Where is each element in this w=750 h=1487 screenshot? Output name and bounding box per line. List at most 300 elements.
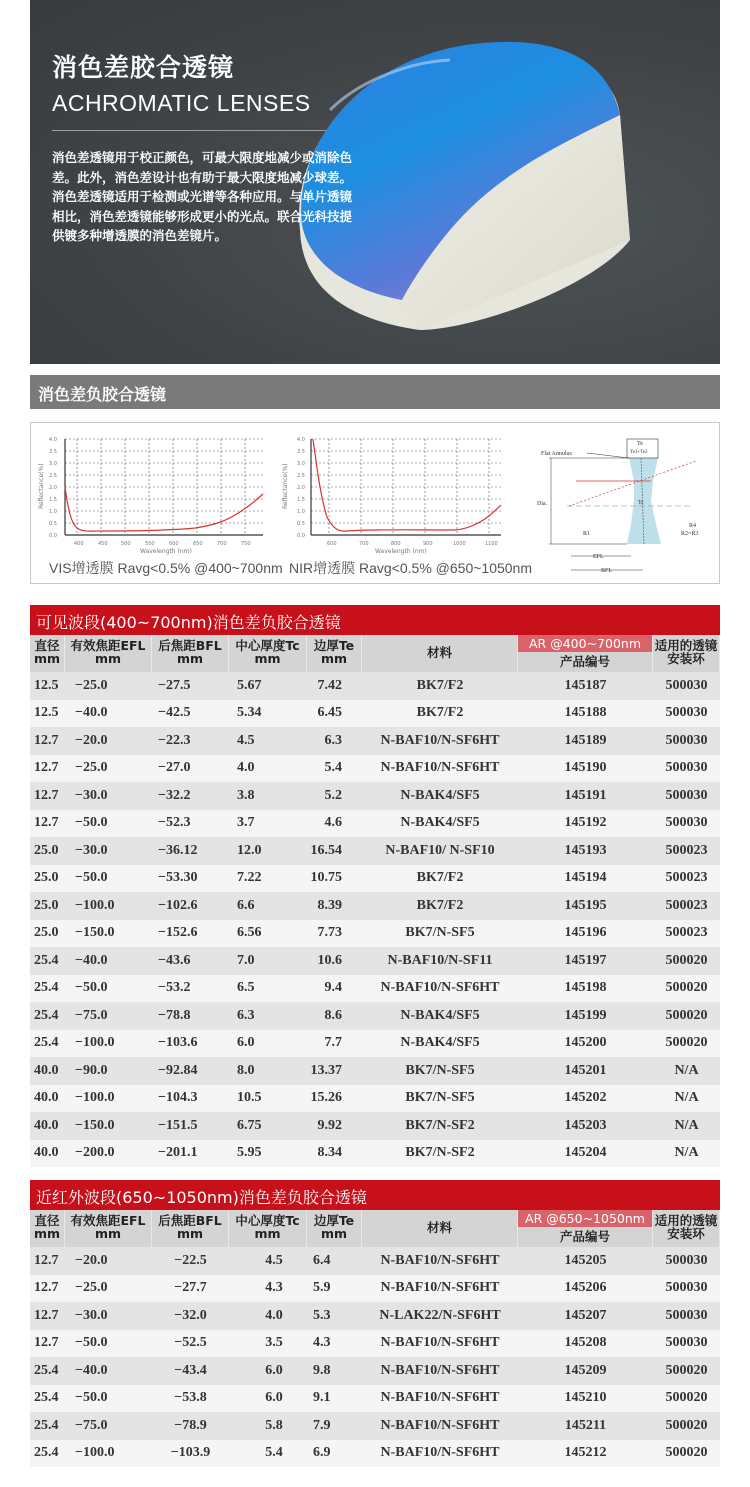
svg-text:Te1+Te2: Te1+Te2 xyxy=(630,450,648,455)
cell-tc: 4.0 xyxy=(265,1307,283,1323)
cell-part-number: 145189 xyxy=(564,732,607,748)
cell-dia: 25.0 xyxy=(34,842,59,858)
cell-efl: −30.0 xyxy=(75,1307,108,1323)
nir-reflectance-chart xyxy=(275,429,513,559)
cell-part-number: 145201 xyxy=(564,1062,607,1078)
cell-tc: 4.5 xyxy=(265,1252,283,1268)
col-bfl: 后焦距BFL mm xyxy=(152,1210,229,1247)
cell-dia: 25.4 xyxy=(34,1007,59,1023)
cell-mount: 500030 xyxy=(665,1307,708,1323)
svg-text:500: 500 xyxy=(121,541,131,547)
cell-part-number: 145187 xyxy=(564,677,607,693)
cell-material: BK7/F2 xyxy=(416,705,464,721)
cell-material: N-BAK4/SF5 xyxy=(400,815,480,831)
cell-bfl: −102.6 xyxy=(158,897,198,913)
cell-material: N-BAF10/N-SF6HT xyxy=(380,1362,500,1378)
lens-geometry-diagram xyxy=(531,431,721,581)
hero-subtitle: ACHROMATIC LENSES xyxy=(52,90,311,116)
cell-mount: N/A xyxy=(674,1145,699,1161)
cell-material: BK7/N-SF5 xyxy=(405,925,475,941)
svg-text:BFL: BFL xyxy=(601,568,613,574)
hero-title: 消色差胶合透镜 xyxy=(52,53,235,82)
cell-dia: 25.4 xyxy=(34,1362,59,1378)
cell-bfl: −27.7 xyxy=(174,1280,207,1296)
cell-mount: 500030 xyxy=(665,705,708,721)
cell-dia: 12.7 xyxy=(34,815,59,831)
cell-bfl: −103.9 xyxy=(170,1445,211,1461)
cell-material: N-BAK4/SF5 xyxy=(400,787,480,803)
svg-text:R1: R1 xyxy=(583,531,591,537)
cell-efl: −100.0 xyxy=(75,897,115,913)
cell-material: N-BAF10/N-SF6HT xyxy=(380,1417,500,1433)
cell-efl: −50.0 xyxy=(75,870,108,886)
cell-dia: 25.4 xyxy=(34,1417,59,1433)
svg-text:2.0: 2.0 xyxy=(297,485,305,491)
y-axis-label: Reflectance(%) xyxy=(38,463,45,509)
table-row xyxy=(30,1247,720,1275)
col-tc: 中心厚度Tc mm xyxy=(229,635,307,672)
cell-material: N-BAF10/ N-SF10 xyxy=(385,842,495,858)
col-dia: 直径 mm xyxy=(30,635,65,672)
cell-te: 9.1 xyxy=(313,1390,331,1406)
cell-material: N-LAK22/N-SF6HT xyxy=(379,1307,501,1323)
cell-te: 8.34 xyxy=(317,1145,342,1161)
table-title: 近红外波段(650~1050nm)消色差负胶合透镜 xyxy=(30,1180,720,1210)
cell-efl: −25.0 xyxy=(75,760,108,776)
svg-text:EFL: EFL xyxy=(593,554,604,560)
cell-te: 6.3 xyxy=(324,732,342,748)
cell-dia: 25.4 xyxy=(34,952,59,968)
cell-efl: −50.0 xyxy=(75,1335,108,1351)
cell-te: 9.92 xyxy=(317,1117,342,1133)
col-te: 边厚Te mm xyxy=(307,635,362,672)
table-row xyxy=(30,892,720,920)
cell-tc: 3.7 xyxy=(237,815,255,831)
cell-part-number: 145197 xyxy=(564,952,607,968)
table-row xyxy=(30,865,720,893)
cell-bfl: −78.9 xyxy=(174,1417,207,1433)
svg-text:R4: R4 xyxy=(689,523,697,529)
cell-efl: −150.0 xyxy=(75,925,115,941)
cell-bfl: −53.8 xyxy=(174,1390,207,1406)
svg-text:450: 450 xyxy=(98,541,108,547)
cell-te: 10.6 xyxy=(317,952,342,968)
cell-mount: 500023 xyxy=(665,870,708,886)
cell-efl: −75.0 xyxy=(75,1007,108,1023)
cell-tc: 6.0 xyxy=(265,1362,283,1378)
table-row xyxy=(30,920,720,948)
cell-part-number: 145210 xyxy=(564,1390,607,1406)
svg-text:1100: 1100 xyxy=(485,541,498,547)
table-row xyxy=(30,1275,720,1303)
cell-bfl: −151.5 xyxy=(158,1117,198,1133)
svg-text:1.0: 1.0 xyxy=(49,509,57,515)
cell-material: N-BAF10/N-SF6HT xyxy=(380,980,500,996)
cell-efl: −20.0 xyxy=(75,732,108,748)
svg-text:750: 750 xyxy=(241,541,251,547)
svg-text:4.0: 4.0 xyxy=(49,437,57,443)
cell-bfl: −36.12 xyxy=(158,842,198,858)
cell-efl: −100.0 xyxy=(75,1090,115,1106)
cell-material: BK7/F2 xyxy=(416,677,464,693)
cell-mount: 500020 xyxy=(665,980,708,996)
cell-tc: 6.0 xyxy=(265,1390,283,1406)
svg-text:3.5: 3.5 xyxy=(297,449,305,455)
svg-text:400: 400 xyxy=(74,541,84,547)
col-te: 边厚Te mm xyxy=(307,1210,362,1247)
col-mount: 适用的透镜 安装环 xyxy=(653,1210,720,1247)
col-material: 材料 xyxy=(362,635,518,672)
col-efl: 有效焦距EFL mm xyxy=(65,1210,152,1247)
cell-dia: 12.5 xyxy=(34,677,59,693)
cell-material: N-BAK4/SF5 xyxy=(400,1035,480,1051)
cell-material: BK7/N-SF2 xyxy=(405,1117,475,1133)
cell-material: N-BAF10/N-SF6HT xyxy=(380,732,500,748)
cell-part-number: 145190 xyxy=(564,760,607,776)
cell-material: N-BAF10/N-SF6HT xyxy=(380,1280,500,1296)
nir-lens-table xyxy=(30,1180,720,1467)
table-row xyxy=(30,810,720,838)
cell-te: 5.9 xyxy=(313,1280,331,1296)
cell-material: BK7/F2 xyxy=(416,897,464,913)
cell-efl: −40.0 xyxy=(75,952,108,968)
cell-te: 10.75 xyxy=(310,870,342,886)
cell-mount: N/A xyxy=(674,1117,699,1133)
table-header xyxy=(30,635,720,672)
cell-mount: 500023 xyxy=(665,925,708,941)
table-row xyxy=(30,700,720,728)
table-row xyxy=(30,837,720,865)
table-row xyxy=(30,672,720,700)
table-row xyxy=(30,1412,720,1440)
svg-text:Wavelength (nm): Wavelength (nm) xyxy=(375,548,427,555)
cell-tc: 5.4 xyxy=(265,1445,283,1461)
cell-mount: 500030 xyxy=(665,1252,708,1268)
col-mount: 适用的透镜 安装环 xyxy=(653,635,720,672)
svg-text:Tc: Tc xyxy=(638,500,644,506)
cell-efl: −150.0 xyxy=(75,1117,115,1133)
cell-efl: −50.0 xyxy=(75,1390,108,1406)
cell-mount: 500023 xyxy=(665,842,708,858)
cell-te: 6.9 xyxy=(313,1445,331,1461)
svg-text:Te: Te xyxy=(637,441,643,447)
cell-te: 6.4 xyxy=(313,1252,331,1268)
vis-chart-caption: VIS增透膜 Ravg<0.5% @400~700nm xyxy=(49,560,283,576)
cell-tc: 8.0 xyxy=(237,1062,255,1078)
cell-tc: 10.5 xyxy=(237,1090,262,1106)
cell-part-number: 145207 xyxy=(564,1307,607,1323)
svg-text:800: 800 xyxy=(391,541,401,547)
cell-mount: 500030 xyxy=(665,815,708,831)
svg-text:1.5: 1.5 xyxy=(297,497,305,503)
cell-part-number: 145188 xyxy=(564,705,607,721)
cell-te: 8.6 xyxy=(324,1007,342,1023)
cell-dia: 40.0 xyxy=(34,1117,59,1133)
cell-te: 13.37 xyxy=(310,1062,342,1078)
svg-text:0.5: 0.5 xyxy=(49,521,57,527)
table-row xyxy=(30,1440,720,1468)
cell-mount: 500020 xyxy=(665,1417,708,1433)
cell-dia: 25.4 xyxy=(34,980,59,996)
svg-text:2.0: 2.0 xyxy=(49,485,57,491)
table-row xyxy=(30,1330,720,1358)
cell-dia: 12.7 xyxy=(34,1307,59,1323)
cell-part-number: 145211 xyxy=(564,1417,607,1433)
cell-part-number: 145212 xyxy=(564,1445,607,1461)
cell-efl: −20.0 xyxy=(75,1252,108,1268)
cell-tc: 6.56 xyxy=(237,925,262,941)
cell-material: BK7/F2 xyxy=(416,870,464,886)
cell-tc: 6.6 xyxy=(237,897,255,913)
cell-material: N-BAF10/N-SF6HT xyxy=(380,1335,500,1351)
cell-bfl: −42.5 xyxy=(158,705,191,721)
cell-tc: 5.67 xyxy=(237,677,262,693)
cell-tc: 5.95 xyxy=(237,1145,262,1161)
cell-tc: 3.5 xyxy=(265,1335,283,1351)
svg-text:600: 600 xyxy=(169,541,179,547)
table-row xyxy=(30,1030,720,1058)
table-row xyxy=(30,1002,720,1030)
cell-mount: 500020 xyxy=(665,1390,708,1406)
cell-mount: 500023 xyxy=(665,897,708,913)
nir-chart-caption: NIR增透膜 Ravg<0.5% @650~1050nm xyxy=(289,560,532,576)
col-material: 材料 xyxy=(362,1210,518,1247)
svg-text:R2=R3: R2=R3 xyxy=(681,531,699,537)
svg-text:Reflectance(%): Reflectance(%) xyxy=(282,463,289,509)
table-row xyxy=(30,1357,720,1385)
table-row xyxy=(30,727,720,755)
cell-dia: 12.7 xyxy=(34,787,59,803)
cell-material: N-BAF10/N-SF6HT xyxy=(380,1390,500,1406)
cell-bfl: −78.8 xyxy=(158,1007,191,1023)
cell-te: 7.9 xyxy=(313,1417,331,1433)
cell-bfl: −22.3 xyxy=(158,732,191,748)
table-row xyxy=(30,1057,720,1085)
svg-text:2.5: 2.5 xyxy=(297,473,305,479)
cell-part-number: 145195 xyxy=(564,897,607,913)
vis-lens-table xyxy=(30,605,720,1167)
cell-tc: 4.3 xyxy=(265,1280,283,1296)
svg-text:0.0: 0.0 xyxy=(297,533,305,539)
cell-bfl: −32.2 xyxy=(158,787,191,803)
svg-text:Flat Annulus: Flat Annulus xyxy=(541,451,572,457)
cell-efl: −200.0 xyxy=(75,1145,115,1161)
cell-mount: 500030 xyxy=(665,760,708,776)
table-row xyxy=(30,755,720,783)
cell-tc: 4.0 xyxy=(237,760,255,776)
cell-tc: 6.0 xyxy=(237,1035,255,1051)
svg-text:600: 600 xyxy=(327,541,337,547)
cell-part-number: 145198 xyxy=(564,980,607,996)
cell-te: 4.6 xyxy=(324,815,342,831)
cell-dia: 40.0 xyxy=(34,1062,59,1078)
cell-material: BK7/N-SF2 xyxy=(405,1145,475,1161)
cell-efl: −50.0 xyxy=(75,815,108,831)
svg-text:0.0: 0.0 xyxy=(49,533,57,539)
cell-efl: −40.0 xyxy=(75,705,108,721)
cell-dia: 25.4 xyxy=(34,1445,59,1461)
cell-bfl: −104.3 xyxy=(158,1090,198,1106)
cell-efl: −30.0 xyxy=(75,842,108,858)
svg-text:1.0: 1.0 xyxy=(297,509,305,515)
cell-dia: 12.7 xyxy=(34,1252,59,1268)
cell-part-number: 145194 xyxy=(564,870,607,886)
table-row xyxy=(30,1302,720,1330)
cell-mount: N/A xyxy=(674,1062,699,1078)
cell-material: N-BAF10/N-SF11 xyxy=(387,952,493,968)
cell-tc: 6.75 xyxy=(237,1117,262,1133)
cell-tc: 12.0 xyxy=(237,842,262,858)
cell-te: 5.2 xyxy=(324,787,342,803)
cell-tc: 5.8 xyxy=(265,1417,283,1433)
cell-dia: 12.7 xyxy=(34,732,59,748)
table-row xyxy=(30,1385,720,1413)
cell-te: 5.4 xyxy=(324,760,342,776)
cell-tc: 7.22 xyxy=(237,870,262,886)
col-part-number: AR @650~1050nm 产品编号 xyxy=(518,1210,653,1247)
cell-dia: 40.0 xyxy=(34,1090,59,1106)
cell-dia: 12.7 xyxy=(34,760,59,776)
cell-tc: 6.5 xyxy=(237,980,255,996)
cell-efl: −100.0 xyxy=(75,1445,115,1461)
table-row xyxy=(30,1140,720,1168)
cell-bfl: −22.5 xyxy=(174,1252,207,1268)
cell-te: 8.39 xyxy=(317,897,342,913)
svg-text:650: 650 xyxy=(193,541,203,547)
cell-te: 9.4 xyxy=(324,980,342,996)
cell-dia: 25.4 xyxy=(34,1035,59,1051)
cell-bfl: −43.4 xyxy=(174,1362,207,1378)
cell-part-number: 145193 xyxy=(564,842,607,858)
cell-te: 5.3 xyxy=(313,1307,331,1323)
cell-dia: 12.7 xyxy=(34,1335,59,1351)
cell-efl: −25.0 xyxy=(75,1280,108,1296)
svg-text:3.0: 3.0 xyxy=(297,461,305,467)
cell-efl: −40.0 xyxy=(75,1362,108,1378)
ar-coating-label: AR @400~700nm xyxy=(518,635,652,652)
cell-dia: 12.5 xyxy=(34,705,59,721)
cell-part-number: 145200 xyxy=(564,1035,607,1051)
table-title: 可见波段(400~700nm)消色差负胶合透镜 xyxy=(30,605,720,635)
cell-part-number: 145205 xyxy=(564,1252,607,1268)
cell-te: 16.54 xyxy=(310,842,342,858)
cell-bfl: −201.1 xyxy=(158,1145,198,1161)
svg-text:2.5: 2.5 xyxy=(49,473,57,479)
x-axis-label: Wavelength (nm) xyxy=(140,548,192,555)
svg-text:3.0: 3.0 xyxy=(49,461,57,467)
cell-tc: 5.34 xyxy=(237,705,262,721)
table-row xyxy=(30,975,720,1003)
cell-bfl: −152.6 xyxy=(158,925,198,941)
cell-bfl: −27.5 xyxy=(158,677,191,693)
cell-te: 7.42 xyxy=(317,677,342,693)
svg-text:0.5: 0.5 xyxy=(297,521,305,527)
cell-efl: −25.0 xyxy=(75,677,108,693)
cell-efl: −50.0 xyxy=(75,980,108,996)
cell-dia: 25.0 xyxy=(34,925,59,941)
cell-part-number: 145208 xyxy=(564,1335,607,1351)
svg-text:1000: 1000 xyxy=(453,541,466,547)
cell-part-number: 145206 xyxy=(564,1280,607,1296)
charts-panel xyxy=(30,422,720,584)
hero-description: 消色差透镜用于校正颜色，可最大限度地减少或消除色差。此外，消色差设计也有助于最大限度地减少球差。 消色差透镜适用于检测或光谱等各种应用。与单片透镜相比，消色差透镜能够形成更小的光点。联合光科技提供镀多种增透膜的消色差镜片。 xyxy=(52,150,359,243)
cell-mount: 500030 xyxy=(665,1280,708,1296)
cell-dia: 25.0 xyxy=(34,870,59,886)
col-bfl: 后焦距BFL mm xyxy=(152,635,229,672)
cell-material: N-BAF10/N-SF6HT xyxy=(380,1252,500,1268)
cell-efl: −30.0 xyxy=(75,787,108,803)
svg-text:4.0: 4.0 xyxy=(297,437,305,443)
table-body xyxy=(30,672,720,1167)
svg-text:700: 700 xyxy=(359,541,369,547)
cell-tc: 3.8 xyxy=(237,787,255,803)
table-row xyxy=(30,1112,720,1140)
cell-part-number: 145203 xyxy=(564,1117,607,1133)
cell-dia: 25.0 xyxy=(34,897,59,913)
cell-mount: 500020 xyxy=(665,952,708,968)
col-efl: 有效焦距EFL mm xyxy=(65,635,152,672)
cell-dia: 25.4 xyxy=(34,1390,59,1406)
table-row xyxy=(30,947,720,975)
cell-te: 9.8 xyxy=(313,1362,331,1378)
cell-material: BK7/N-SF5 xyxy=(405,1090,475,1106)
cell-bfl: −52.5 xyxy=(174,1335,207,1351)
cell-material: N-BAF10/N-SF6HT xyxy=(380,760,500,776)
cell-part-number: 145199 xyxy=(564,1007,607,1023)
cell-tc: 6.3 xyxy=(237,1007,255,1023)
cell-mount: 500020 xyxy=(665,1035,708,1051)
cell-bfl: −43.6 xyxy=(158,952,191,968)
col-part-number: AR @400~700nm 产品编号 xyxy=(518,635,653,672)
cell-bfl: −27.0 xyxy=(158,760,191,776)
svg-text:900: 900 xyxy=(423,541,433,547)
cell-part-number: 145191 xyxy=(564,787,607,803)
cell-efl: −90.0 xyxy=(75,1062,108,1078)
cell-mount: N/A xyxy=(674,1090,699,1106)
cell-mount: 500020 xyxy=(665,1445,708,1461)
cell-mount: 500030 xyxy=(665,787,708,803)
cell-bfl: −103.6 xyxy=(158,1035,198,1051)
cell-bfl: −32.0 xyxy=(174,1307,207,1323)
table-row xyxy=(30,782,720,810)
cell-efl: −100.0 xyxy=(75,1035,115,1051)
cell-mount: 500030 xyxy=(665,732,708,748)
cell-part-number: 145196 xyxy=(564,925,607,941)
cell-part-number: 145202 xyxy=(564,1090,607,1106)
cell-te: 15.26 xyxy=(310,1090,342,1106)
cell-mount: 500030 xyxy=(665,677,708,693)
hero-banner xyxy=(30,0,720,364)
cell-bfl: −53.30 xyxy=(158,870,198,886)
table-row xyxy=(30,1085,720,1113)
svg-text:Dia.: Dia. xyxy=(537,501,548,507)
svg-text:550: 550 xyxy=(145,541,155,547)
table-body xyxy=(30,1247,720,1467)
col-tc: 中心厚度Tc mm xyxy=(229,1210,307,1247)
cell-te: 6.45 xyxy=(317,705,342,721)
cell-tc: 7.0 xyxy=(237,952,255,968)
cell-mount: 500030 xyxy=(665,1335,708,1351)
cell-bfl: −92.84 xyxy=(158,1062,198,1078)
cell-dia: 12.7 xyxy=(34,1280,59,1296)
col-dia: 直径 mm xyxy=(30,1210,65,1247)
cell-material: N-BAF10/N-SF6HT xyxy=(380,1445,500,1461)
cell-dia: 40.0 xyxy=(34,1145,59,1161)
cell-material: N-BAK4/SF5 xyxy=(400,1007,480,1023)
cell-bfl: −53.2 xyxy=(158,980,191,996)
cell-te: 4.3 xyxy=(313,1335,331,1351)
cell-part-number: 145209 xyxy=(564,1362,607,1378)
